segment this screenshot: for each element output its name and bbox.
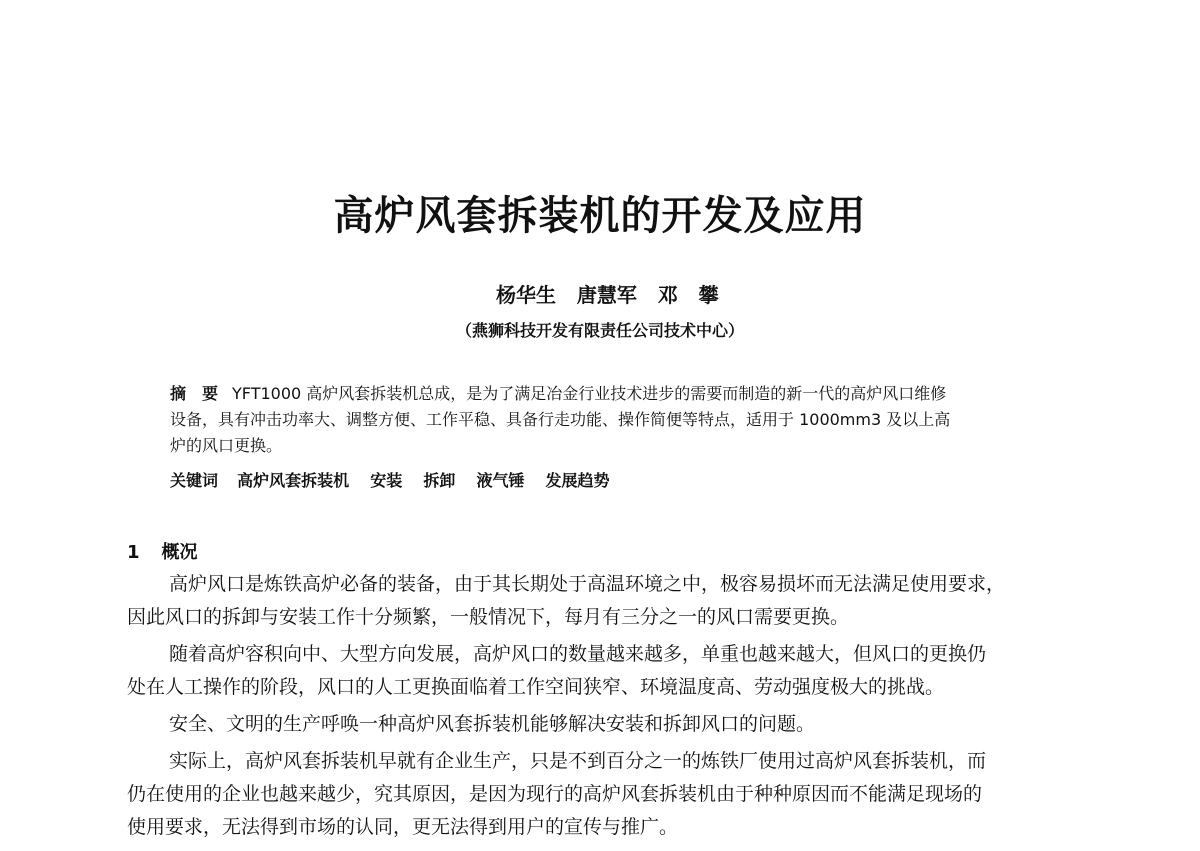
keyword: 发展趋势 — [545, 471, 610, 490]
abstract-line — [170, 381, 1050, 407]
keyword: 液气锤 — [476, 471, 525, 490]
abstract-label: 摘 要 — [170, 384, 219, 403]
section-heading — [127, 538, 198, 564]
body-line: 处在人工操作的阶段，风口的人工更换面临着工作空间狭窄、环境温度高、劳动强度极大的挑战。 — [127, 676, 945, 698]
section-title: 概况 — [161, 542, 198, 563]
author-list: 杨华生 唐慧军 邓 攀 — [496, 283, 719, 307]
body-line: 实际上，高炉风套拆装机早就有企业生产，只是不到百分之一的炼铁厂使用过高炉风套拆装机，而 — [169, 750, 987, 772]
section-body — [127, 568, 1087, 844]
body-line: 使用要求，无法得到市场的认同，更无法得到用户的宣传与推广。 — [127, 816, 679, 838]
section-number: 1 — [127, 542, 140, 563]
paper-title: 高炉风套拆装机的开发及应用 — [333, 192, 867, 239]
keyword: 高炉风套拆装机 — [237, 471, 350, 490]
author-affiliation: （燕狮科技开发有限责任公司技术中心） — [455, 321, 744, 340]
body-line: 随着高炉容积向中、大型方向发展，高炉风口的数量越来越多，单重也越来越大，但风口的更换仍 — [169, 643, 987, 665]
abstract-line: 设备，具有冲击功率大、调整方便、工作平稳、具备行走功能、操作简便等特点，适用于 1000mm3 及以上高 — [170, 410, 951, 429]
abstract-block — [170, 381, 1050, 459]
keywords-block — [170, 468, 626, 491]
body-line: 高炉风口是炼铁高炉必备的装备，由于其长期处于高温环境之中，极容易损坏而无法满足使用要求， — [169, 573, 1006, 595]
body-line: 因此风口的拆卸与安装工作十分频繁，一般情况下，每月有三分之一的风口需要更换。 — [127, 606, 850, 628]
keyword: 拆卸 — [423, 471, 456, 490]
abstract-line: 炉的风口更换。 — [170, 436, 283, 455]
keyword: 安装 — [370, 471, 403, 490]
abstract-text: YFT1000 高炉风套拆装机总成，是为了满足冶金行业技术进步的需要而制造的新一代的高炉风口维修 — [232, 384, 947, 403]
keywords-label: 关键词 — [170, 471, 219, 490]
body-line: 安全、文明的生产呼唤一种高炉风套拆装机能够解决安装和拆卸风口的问题。 — [169, 713, 816, 735]
body-line: 仍在使用的企业也越来越少，究其原因，是因为现行的高炉风套拆装机由于种种原因而不能满足现场的 — [127, 783, 983, 805]
